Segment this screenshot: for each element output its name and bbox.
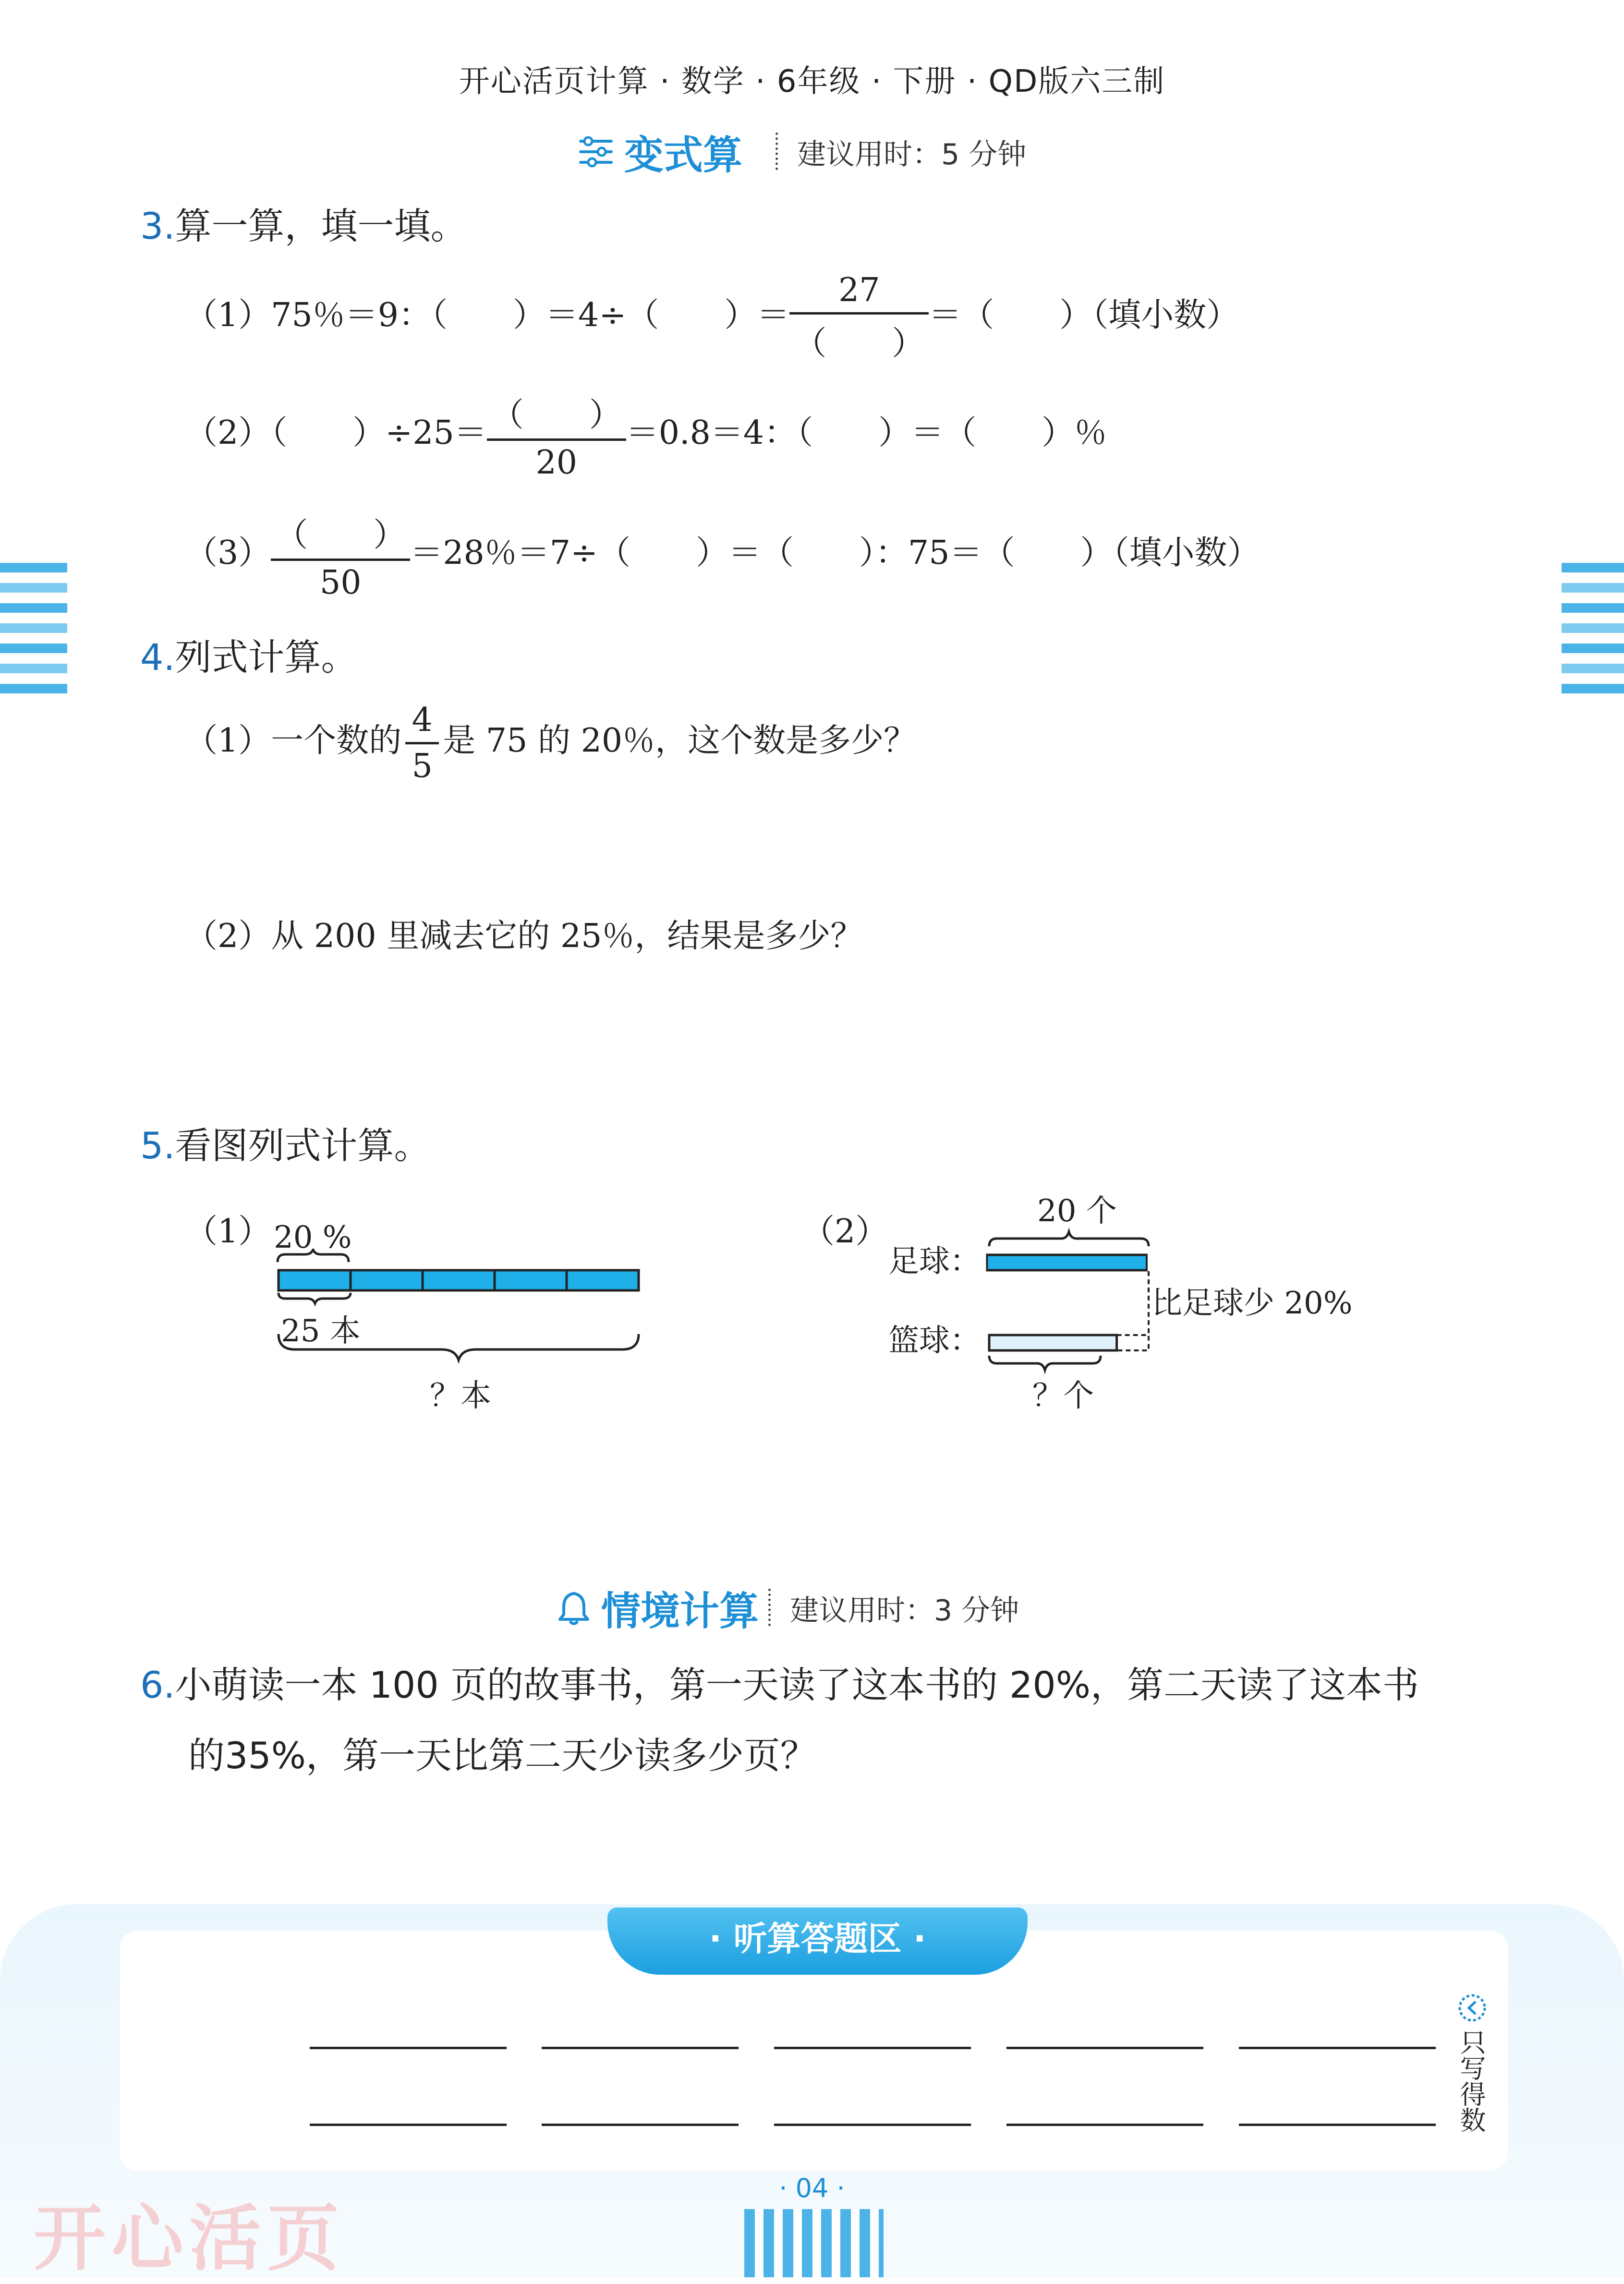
numerator: （ ）: [271, 509, 410, 561]
numerator: 27: [789, 271, 929, 315]
q3-line-2: [185, 389, 1107, 482]
bar-outline: [279, 1270, 639, 1290]
expr-text: （3）: [185, 534, 271, 572]
bottom-stripes: [744, 2209, 884, 2277]
arrow-circle-icon: [1457, 1993, 1487, 2023]
q3-line-3: [185, 509, 1260, 602]
q3-line-1: [185, 271, 1239, 364]
question-number: 4.: [140, 636, 175, 679]
section-title: 情境计算: [601, 1589, 759, 1634]
less-note: 比足球少 20%: [1151, 1286, 1353, 1321]
denominator: 20: [535, 444, 578, 482]
fraction: [487, 389, 626, 482]
q4-part-2: （2）从 200 里减去它的 25％，结果是多少？: [185, 917, 863, 955]
answer-blank[interactable]: [542, 2124, 739, 2126]
divider: [776, 133, 778, 170]
top-brace: [278, 1250, 349, 1262]
section-hint: 建议用时：3 分钟: [790, 1594, 1019, 1628]
diagram-1-total-label: ？本: [430, 1378, 491, 1414]
fraction: [271, 509, 410, 602]
question-text: 列式计算。: [175, 636, 358, 679]
expr-text: 是 75 的 20％，这个数是多少？: [443, 722, 917, 760]
bell-icon: [557, 1591, 591, 1626]
question-number: 6.: [140, 1664, 175, 1706]
denominator: （ ）: [794, 325, 925, 363]
expr-text: ＝28％＝7÷（ ）＝（ ）：75＝（ ）（填小数）: [410, 534, 1260, 572]
section-header-context: [557, 1580, 1133, 1633]
question-6-line-2: 的35%，第一天比第二天少读多少页？: [188, 1734, 817, 1777]
basketball-label: 篮球：: [888, 1323, 981, 1359]
sliders-icon: [579, 134, 613, 169]
expr-text: ＝（ ）（填小数）: [929, 296, 1239, 334]
answer-area-tab: [607, 1907, 1028, 1975]
question-text: 算一算，填一填。: [175, 205, 467, 247]
watermark-logo: 开心活页: [34, 2197, 345, 2281]
right-stripes: [1562, 563, 1624, 693]
football-label: 足球：: [888, 1244, 981, 1279]
answer-blank[interactable]: [774, 2047, 971, 2049]
diagram-1-bottom-label: 25 本: [281, 1313, 361, 1349]
diagram-2-total-label: ？个: [1032, 1378, 1094, 1414]
expr-text: （1）75％＝9：（ ）＝4÷（ ）＝: [185, 296, 790, 334]
numerator: 4: [405, 701, 439, 744]
side-hint: 只写得数: [1456, 2029, 1486, 2133]
diagram-1-top-label: 20 %: [274, 1220, 352, 1255]
expr-text: （1）一个数的: [185, 722, 402, 760]
denominator: 50: [320, 564, 362, 602]
question-3-title: [140, 197, 467, 249]
fraction: [789, 271, 929, 364]
answer-blank[interactable]: [310, 2124, 507, 2126]
question-text: 看图列式计算。: [175, 1124, 431, 1167]
denominator: 5: [412, 747, 433, 785]
expr-text: （2）（ ）÷25＝: [185, 414, 487, 452]
answer-blank[interactable]: [1239, 2124, 1436, 2126]
diagram-2-label: （2）: [802, 1213, 888, 1251]
bottom-brace: [989, 1356, 1101, 1370]
answer-blank[interactable]: [310, 2047, 507, 2049]
answer-blank[interactable]: [1239, 2047, 1436, 2049]
answer-blank[interactable]: [774, 2124, 971, 2126]
answer-blank[interactable]: [542, 2047, 739, 2049]
question-5-title: [140, 1117, 431, 1169]
divider: [768, 1589, 771, 1626]
left-stripes: [0, 563, 67, 693]
question-number: 3.: [140, 205, 175, 247]
q4-part-1: [185, 701, 916, 785]
small-brace: [279, 1293, 351, 1303]
football-bar: [987, 1255, 1147, 1270]
diagram-2-top-label: 20 个: [1037, 1193, 1117, 1229]
section-title: 变式算: [624, 133, 743, 178]
question-text: 小萌读一本 100 页的故事书，第一天读了这本书的 20%，第二天读了这本书: [175, 1664, 1419, 1706]
expr-text: ＝0.8＝4：（ ）＝（ ）％: [626, 414, 1107, 452]
question-4-title: [140, 628, 358, 680]
fraction: [405, 701, 439, 785]
question-6-line-1: [140, 1656, 1419, 1708]
diagram-1-label: （1）: [185, 1213, 271, 1251]
question-number: 5.: [140, 1124, 175, 1167]
answer-area-title: · 听算答题区 ·: [709, 1919, 926, 1958]
section-header-variant: [579, 124, 1059, 177]
numerator: （ ）: [487, 389, 626, 441]
basketball-bar: [989, 1335, 1117, 1350]
basketball-gap: [1117, 1335, 1149, 1350]
page-header: 开心活页计算 · 数学 · 6年级 · 下册 · QD版六三制: [459, 64, 1165, 99]
section-hint: 建议用时：5 分钟: [797, 138, 1027, 171]
answer-blank[interactable]: [1006, 2124, 1203, 2126]
page-number: · 04 ·: [779, 2173, 845, 2203]
answer-blank[interactable]: [1006, 2047, 1203, 2049]
top-brace: [989, 1232, 1149, 1246]
